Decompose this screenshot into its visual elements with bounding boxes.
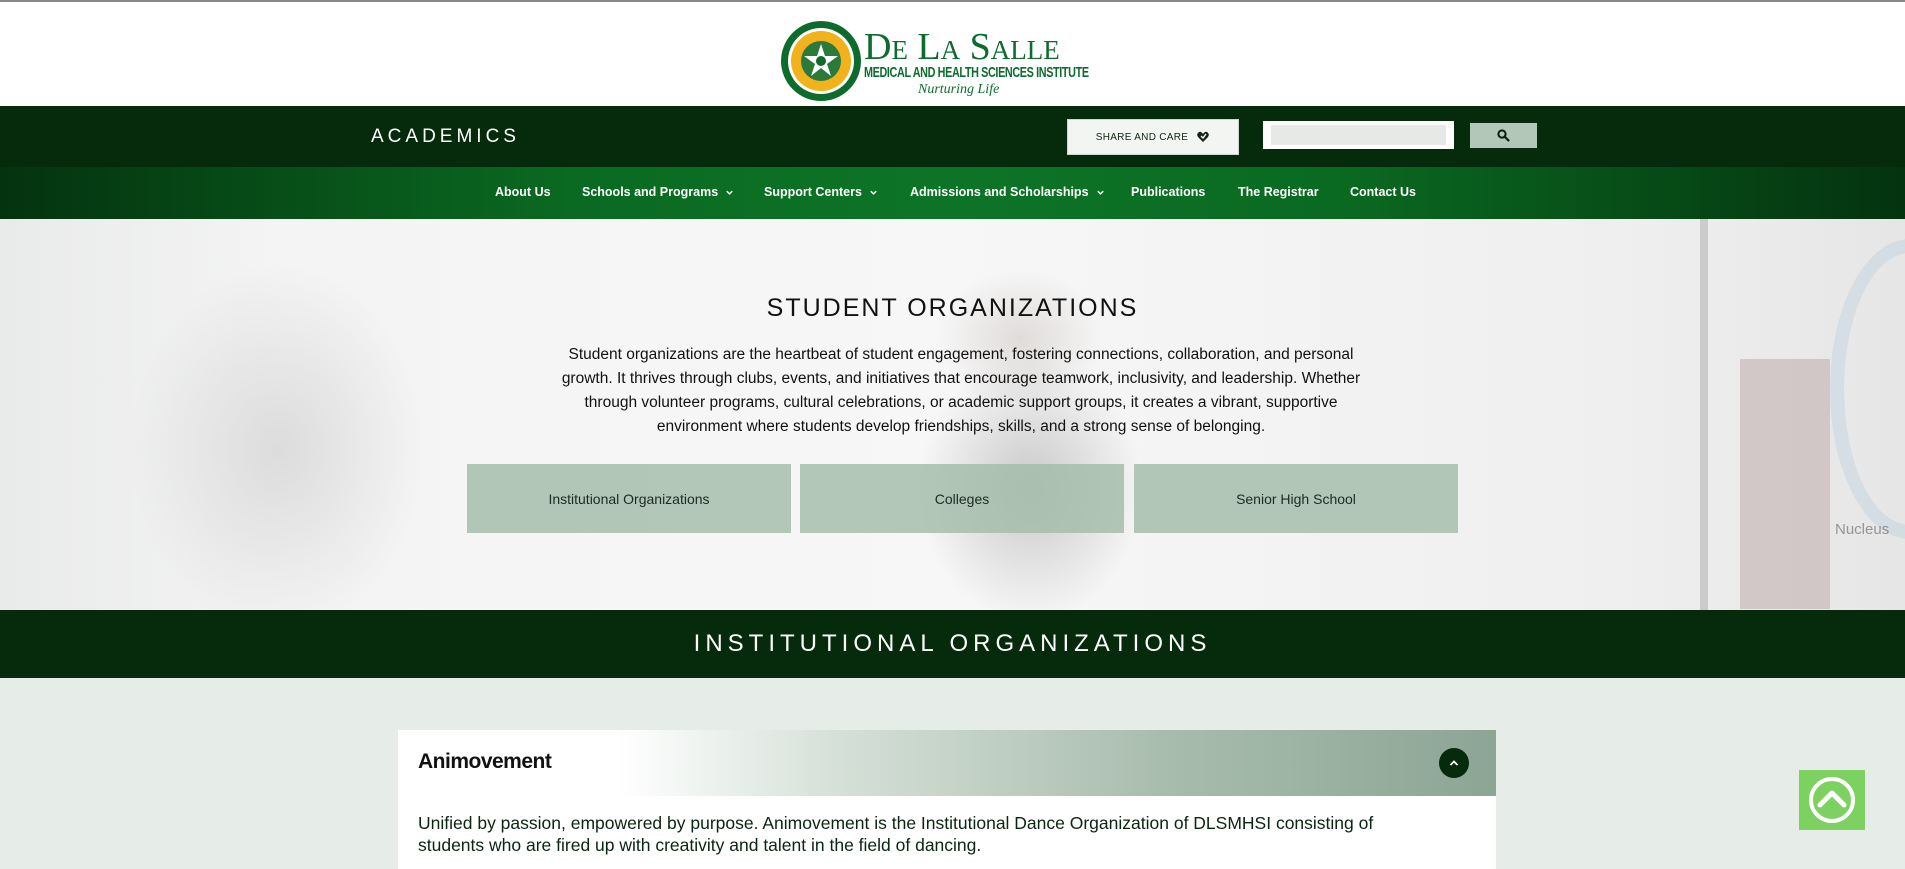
chevron-down-icon bbox=[869, 188, 878, 197]
nav-schools-and-programs[interactable] bbox=[582, 185, 734, 199]
nav-label: The Registrar bbox=[1238, 185, 1319, 199]
hero-description: Student organizations are the heartbeat of student engagement, fostering connections, collaboration, and personal growth. It thrives through clubs, events, and initiatives that encourage teamwork, inclusivity, and leadership. Whether through volunteer programs, cultural celebrations, or academic support groups, it creates a vibrant, supportive environment where students develop friendships, skills, and a strong sense of belonging. bbox=[561, 346, 1361, 435]
nav-label: Admissions and Scholarships bbox=[910, 185, 1089, 199]
back-to-top-button[interactable] bbox=[1799, 770, 1865, 830]
nav-support-centers[interactable] bbox=[764, 185, 878, 199]
top-bar bbox=[0, 106, 1905, 167]
search-icon bbox=[1497, 129, 1510, 142]
nav-label: Publications bbox=[1131, 185, 1206, 199]
card-label: Colleges bbox=[934, 490, 990, 507]
section-label[interactable]: ACADEMICS bbox=[371, 126, 520, 147]
brand-tagline: Nurturing Life bbox=[918, 82, 1000, 97]
leaf-heart-icon bbox=[1196, 130, 1210, 144]
hero-background-shape bbox=[1830, 239, 1905, 539]
arrow-up-circle-icon bbox=[1807, 775, 1857, 825]
share-and-care-button[interactable] bbox=[1067, 119, 1239, 155]
brand-name: De La Salle bbox=[864, 26, 1060, 68]
accordion-title: Animovement bbox=[418, 750, 552, 773]
hero-section bbox=[0, 219, 1905, 610]
hero-background-shape bbox=[1740, 359, 1830, 609]
search-input[interactable] bbox=[1271, 125, 1446, 145]
organizations-list bbox=[0, 678, 1905, 869]
card-label: Senior High School bbox=[1236, 490, 1356, 507]
chevron-up-icon bbox=[1448, 757, 1460, 769]
hero-background-shape bbox=[1700, 219, 1708, 610]
nav-contact-us[interactable] bbox=[1350, 185, 1416, 199]
accordion-body bbox=[398, 796, 1496, 869]
brand-subtitle: MEDICAL AND HEALTH SCIENCES INSTITUTE bbox=[864, 64, 1089, 81]
nav-admissions-and-scholarships[interactable] bbox=[910, 185, 1105, 199]
accordion-header-animovement[interactable] bbox=[398, 730, 1496, 796]
share-label: SHARE AND CARE bbox=[1095, 131, 1189, 143]
card-institutional-organizations[interactable] bbox=[467, 464, 791, 533]
main-nav bbox=[0, 167, 1905, 219]
nav-publications[interactable] bbox=[1131, 185, 1205, 199]
card-label: Institutional Organizations bbox=[548, 490, 710, 507]
chevron-down-icon bbox=[725, 188, 734, 197]
institute-seal-icon bbox=[780, 20, 862, 102]
nav-label: Schools and Programs bbox=[582, 185, 719, 199]
accordion-toggle-button[interactable] bbox=[1439, 748, 1469, 778]
card-colleges[interactable] bbox=[800, 464, 1124, 533]
nav-label: Contact Us bbox=[1350, 185, 1416, 199]
accordion-description: Unified by passion, empowered by purpose. Animovement is the Institutional Dance Organization of DLSMHSI consisting of students who are fired up with creativity and talent in the field of dancing. bbox=[418, 813, 1374, 855]
card-senior-high-school[interactable] bbox=[1134, 464, 1458, 533]
nav-about-us[interactable] bbox=[495, 185, 551, 199]
site-logo[interactable] bbox=[780, 20, 1096, 106]
chevron-down-icon bbox=[1096, 188, 1105, 197]
section-title: INSTITUTIONAL ORGANIZATIONS bbox=[693, 630, 1212, 657]
section-banner bbox=[0, 610, 1905, 678]
nav-label: About Us bbox=[495, 185, 551, 199]
nav-the-registrar[interactable] bbox=[1238, 185, 1319, 199]
logo-bar bbox=[0, 0, 1905, 106]
search-button[interactable] bbox=[1470, 123, 1537, 148]
nav-label: Support Centers bbox=[764, 185, 862, 199]
search-box bbox=[1263, 121, 1454, 149]
hero-background-text: Nucleus bbox=[1835, 521, 1890, 538]
page-title: STUDENT ORGANIZATIONS bbox=[766, 294, 1139, 322]
